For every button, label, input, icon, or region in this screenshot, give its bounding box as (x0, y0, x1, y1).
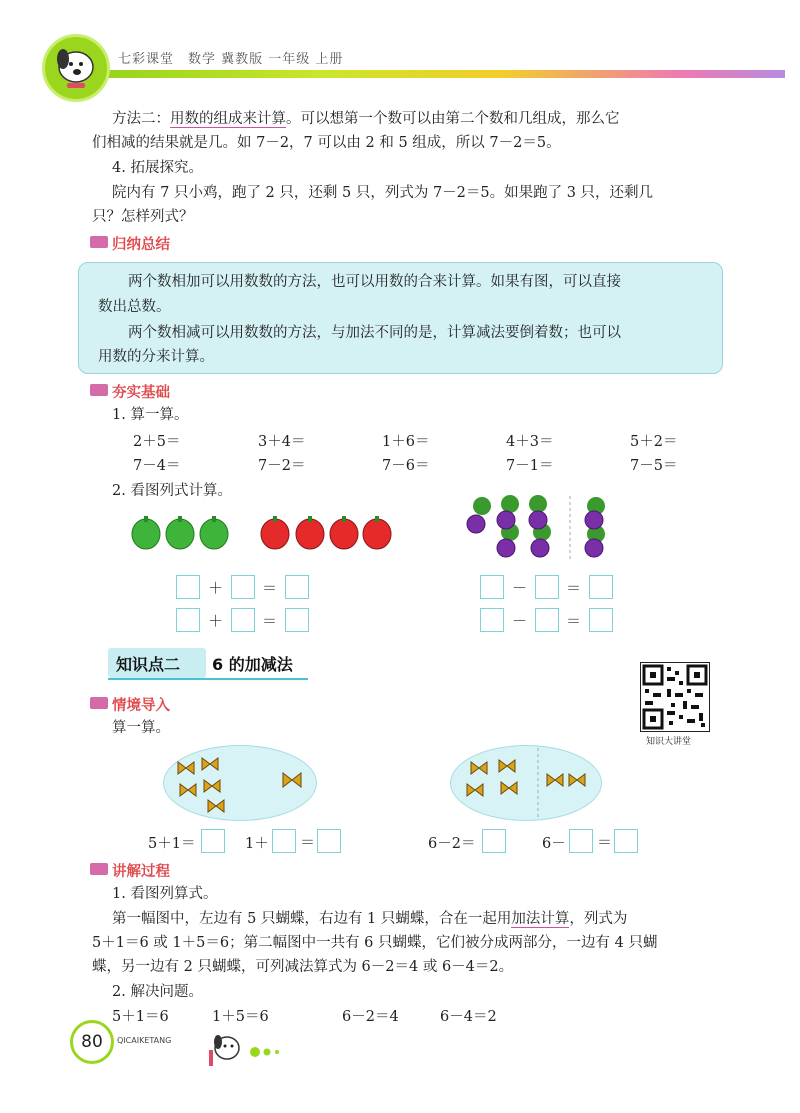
calc-r2-1: 7－4＝ (133, 458, 181, 474)
calc-r1-5: 5＋2＝ (630, 434, 678, 450)
calc-r1-4: 4＋3＝ (506, 434, 554, 450)
butterflies-right (451, 746, 601, 820)
answer-3: 6－2＝4 (342, 1009, 399, 1025)
equals-sign: ＝ (566, 612, 582, 630)
butterfly-eq-3: 6－2＝ (428, 836, 476, 852)
butterfly-oval-left (163, 745, 317, 821)
pencil-box-icon (90, 236, 108, 248)
answer-box[interactable] (482, 829, 506, 853)
answer-box[interactable] (272, 829, 296, 853)
footer-brand: QICAIKETANG (117, 1036, 172, 1045)
page-number: 80 (70, 1020, 114, 1064)
calc-r2-3: 7－6＝ (382, 458, 430, 474)
answer-box[interactable] (231, 608, 255, 632)
explain-step2: 2. 解决问题。 (112, 984, 203, 1000)
explore-heading: 4. 拓展探究。 (112, 160, 203, 176)
mascot-dog-icon (42, 34, 110, 102)
calc-r1-1: 2＋5＝ (133, 434, 181, 450)
calc-r2-4: 7－1＝ (506, 458, 554, 474)
footer-mascot-icon (205, 1032, 295, 1068)
pencil-box-icon (90, 697, 108, 709)
answer-box[interactable] (569, 829, 593, 853)
calc-r1-2: 3＋4＝ (258, 434, 306, 450)
explain-line2: 5＋1＝6 或 1＋5＝6；第二幅图中一共有 6 只蝴蝶，它们被分成两部分，一边有 4 只蝴 (92, 935, 658, 951)
answer-box[interactable] (614, 829, 638, 853)
equals-sign: ＝ (566, 579, 582, 597)
summary-p1a: 两个数相加可以用数数的方法，也可以用数的合来计算。如果有图，可以直接 (128, 274, 621, 290)
section-intro-title: 情境导入 (112, 694, 170, 715)
explore-line1: 院内有 7 只小鸡，跑了 2 只，还剩 5 只，列式为 7－2＝5。如果跑了 3 只，还剩几 (112, 185, 654, 201)
qr-caption: 知识大讲堂 (646, 737, 692, 747)
section-explain-title: 讲解过程 (112, 860, 170, 881)
basics-q1: 1. 算一算。 (112, 407, 189, 423)
intro-text: 算一算。 (112, 720, 170, 736)
header-gradient-bar (70, 70, 785, 78)
answer-box[interactable] (589, 608, 613, 632)
butterfly-oval-right (450, 745, 602, 821)
answer-box[interactable] (231, 575, 255, 599)
equals-sign: ＝ (300, 833, 316, 851)
summary-p2b: 用数的分来计算。 (98, 349, 214, 365)
knowledge-title: 6 的加减法 (212, 655, 293, 674)
calc-r2-5: 7－5＝ (630, 458, 678, 474)
butterflies-left (164, 746, 316, 820)
method2-paragraph: 方法二：用数的组成来计算。可以想第一个数可以由第二个数和几组成，那么它 (112, 111, 620, 127)
equals-sign: ＝ (262, 579, 278, 597)
method2-line2: 们相减的结果就是几。如 7－2，7 可以由 2 和 5 组成，所以 7－2＝5。 (92, 135, 561, 151)
answer-1: 5＋1＝6 (112, 1009, 169, 1025)
summary-p1b: 数出总数。 (98, 299, 171, 315)
book-title: 七彩课堂 数学 冀教版 一年级 上册 (118, 52, 344, 67)
answer-box[interactable] (176, 608, 200, 632)
answer-box[interactable] (176, 575, 200, 599)
answer-box[interactable] (589, 575, 613, 599)
answer-box[interactable] (535, 575, 559, 599)
radishes-illustration (462, 494, 622, 564)
answer-box[interactable] (535, 608, 559, 632)
minus-sign: － (512, 612, 528, 630)
explore-line2: 只？怎样列式？ (92, 209, 194, 225)
equals-sign: ＝ (597, 833, 613, 851)
pencil-box-icon (90, 384, 108, 396)
butterfly-eq-4: 6－ (542, 836, 566, 852)
answer-4: 6－4＝2 (440, 1009, 497, 1025)
answer-box[interactable] (285, 575, 309, 599)
answer-box[interactable] (201, 829, 225, 853)
answer-box[interactable] (317, 829, 341, 853)
knowledge-tag: 知识点二 (116, 655, 181, 674)
knowledge-point-header (108, 648, 308, 678)
pencil-box-icon (90, 863, 108, 875)
plus-sign: ＋ (208, 579, 224, 597)
basics-q2: 2. 看图列式计算。 (112, 483, 232, 499)
butterfly-eq-1: 5＋1＝ (148, 836, 196, 852)
section-basics-title: 夯实基础 (112, 381, 170, 402)
calc-r2-2: 7－2＝ (258, 458, 306, 474)
answer-box[interactable] (285, 608, 309, 632)
butterfly-eq-2: 1＋ (245, 836, 269, 852)
minus-sign: － (512, 579, 528, 597)
explain-step1: 1. 看图列算式。 (112, 886, 218, 902)
answer-2: 1＋5＝6 (212, 1009, 269, 1025)
knowledge-underline (108, 678, 308, 680)
answer-box[interactable] (480, 575, 504, 599)
section-summary-title: 归纳总结 (112, 233, 170, 254)
peppers-illustration (130, 510, 400, 554)
explain-line1: 第一幅图中，左边有 5 只蝴蝶，右边有 1 只蝴蝶，合在一起用加法计算，列式为 (112, 911, 628, 927)
plus-sign: ＋ (208, 612, 224, 630)
calc-r1-3: 1＋6＝ (382, 434, 430, 450)
answer-box[interactable] (480, 608, 504, 632)
summary-p2a: 两个数相减可以用数数的方法，与加法不同的是，计算减法要倒着数；也可以 (128, 325, 621, 341)
equals-sign: ＝ (262, 612, 278, 630)
explain-line3: 蝶，另一边有 2 只蝴蝶，可列减法算式为 6－2＝4 或 6－4＝2。 (92, 959, 514, 975)
